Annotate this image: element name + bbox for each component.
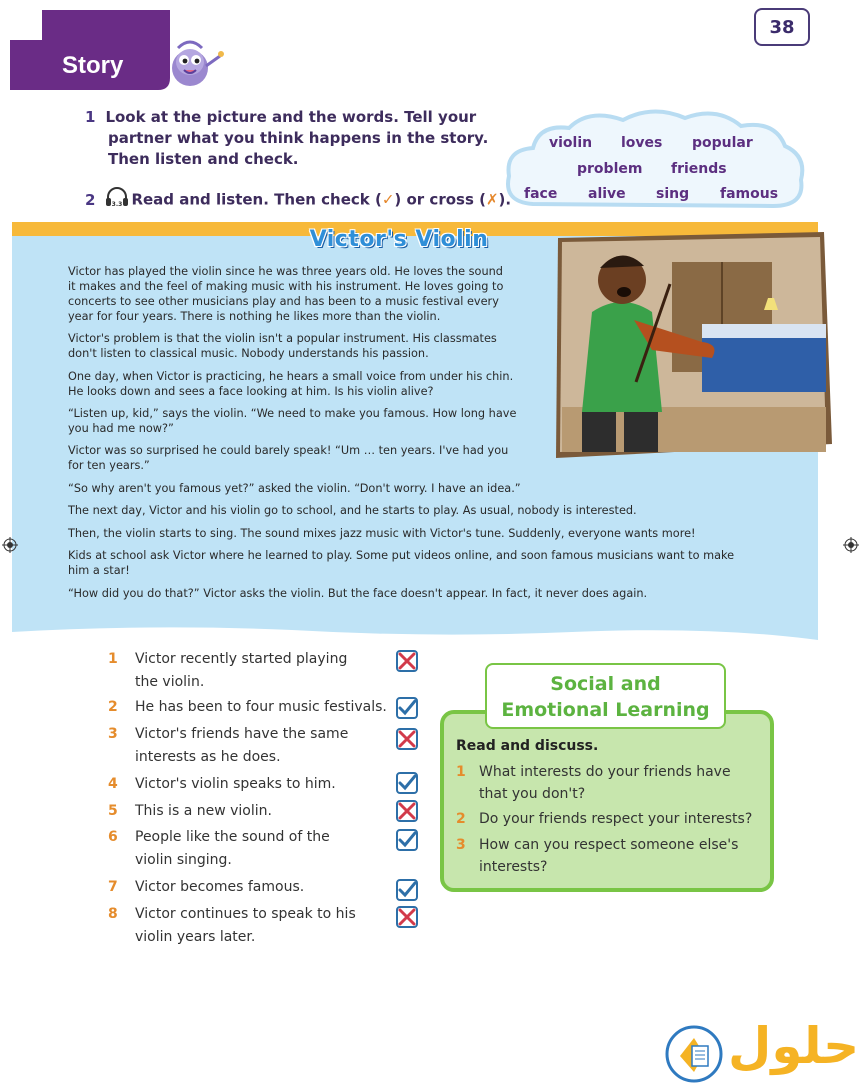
registration-mark-icon xyxy=(2,537,18,553)
answer-tick-box[interactable] xyxy=(396,829,418,851)
answer-cross-box[interactable] xyxy=(396,800,418,822)
instruction-1-line3: Then listen and check. xyxy=(108,150,299,168)
cross-icon xyxy=(398,802,416,820)
sel-subheading: Read and discuss. xyxy=(456,738,599,754)
registration-mark-icon xyxy=(843,537,859,553)
instruction-1-line2: partner what you think happens in the story. xyxy=(108,129,489,147)
instruction-2-text: ). xyxy=(498,190,512,209)
statement-text: Victor becomes famous. xyxy=(135,879,305,895)
cloud-word: alive xyxy=(588,186,626,202)
story-paragraph-4 xyxy=(68,406,544,436)
story-line: One day, when Victor is practicing, he hears a small voice from under his chin. xyxy=(68,370,514,383)
answer-cross-box[interactable] xyxy=(396,728,418,750)
statement-text: violin singing. xyxy=(135,852,232,868)
sel-heading-line1: Social and xyxy=(550,673,661,695)
cloud-word: sing xyxy=(656,186,690,202)
statement-text: Victor recently started playing xyxy=(135,651,348,667)
story-line: Kids at school ask Victor where he learned to play. Some put videos online, and soon famous musicians want to make xyxy=(68,549,735,562)
answer-cross-box[interactable] xyxy=(396,906,418,928)
sel-question-text: that you don't? xyxy=(479,786,586,802)
cloud-word: problem xyxy=(577,161,643,177)
story-line: you had me now?” xyxy=(68,422,174,435)
story-line: The next day, Victor and his violin go to school, and he starts to play. As usual, nobody is interested. xyxy=(68,504,637,517)
story-paragraph-2 xyxy=(68,331,544,361)
story-line: Then, the violin starts to sing. The sound mixes jazz music with Victor's tune. Suddenly, everyone wants more! xyxy=(68,527,696,540)
statement-number: 2 xyxy=(108,699,118,715)
statement-text: Victor continues to speak to his xyxy=(135,906,356,922)
cross-icon: ✗ xyxy=(485,190,499,209)
sel-question-text: Do your friends respect your interests? xyxy=(479,811,753,827)
instruction-2-text: Read and listen. Then check ( xyxy=(131,190,382,209)
story-line: “So why aren't you famous yet?” asked the violin. “Don't worry. I have an idea.” xyxy=(68,482,521,495)
story-title: Victor's Violin xyxy=(309,227,489,252)
sel-question-text: interests? xyxy=(479,859,548,875)
story-line: for ten years.” xyxy=(68,459,150,472)
statement-number: 8 xyxy=(108,906,118,922)
story-line: Victor was so surprised he could barely speak! “Um … ten years. I've had you xyxy=(68,444,509,457)
cloud-word: violin xyxy=(549,135,593,151)
sel-question-number: 3 xyxy=(456,837,466,853)
statement-text: interests as he does. xyxy=(135,749,281,765)
instruction-number: 1 xyxy=(85,108,96,126)
story-paragraph-8 xyxy=(68,526,788,541)
story-line: year for four years. There is nothing he likes more than the violin. xyxy=(68,310,441,323)
story-paragraph-1 xyxy=(68,264,544,324)
story-paragraph-7 xyxy=(68,503,788,518)
cross-icon xyxy=(398,908,416,926)
headphones-audio-icon[interactable] xyxy=(105,186,129,214)
instruction-1-line1: Look at the picture and the words. Tell your xyxy=(105,108,477,126)
statement-number: 5 xyxy=(108,803,118,819)
sel-question-number: 2 xyxy=(456,811,466,827)
tick-icon xyxy=(398,881,416,899)
cloud-word: popular xyxy=(692,135,753,151)
cloud-word: famous xyxy=(720,186,779,202)
story-paragraph-9 xyxy=(68,548,788,578)
audio-track-label: 3.3 xyxy=(112,201,123,208)
statement-number: 7 xyxy=(108,879,118,895)
story-paragraph-5 xyxy=(68,443,544,473)
statement-text: People like the sound of the xyxy=(135,829,330,845)
story-line: don't listen to classical music. Nobody understands his passion. xyxy=(68,347,429,360)
watermark-logo-icon xyxy=(664,1024,724,1084)
sel-heading xyxy=(485,663,726,729)
cloud-word: loves xyxy=(621,135,663,151)
sel-question-number: 1 xyxy=(456,764,466,780)
tick-icon: ✓ xyxy=(381,190,395,209)
story-line: it makes and the feel of making music with his instrument. He loves going to xyxy=(68,280,504,293)
instruction-1 xyxy=(85,107,505,170)
tick-icon xyxy=(398,699,416,717)
story-line: him a star! xyxy=(68,564,130,577)
mascot-character-icon xyxy=(162,36,224,92)
statement-text: This is a new violin. xyxy=(135,803,272,819)
instruction-2 xyxy=(85,186,511,214)
sel-question-text: What interests do your friends have xyxy=(479,764,731,780)
answer-tick-box[interactable] xyxy=(396,772,418,794)
tick-icon xyxy=(398,831,416,849)
cloud-word: face xyxy=(524,186,558,202)
statement-text: the violin. xyxy=(135,674,205,690)
cross-icon xyxy=(398,730,416,748)
statement-text: He has been to four music festivals. xyxy=(135,699,387,715)
statement-number: 6 xyxy=(108,829,118,845)
section-label: Story xyxy=(62,52,124,79)
story-paragraph-10 xyxy=(68,586,788,601)
answer-tick-box[interactable] xyxy=(396,697,418,719)
story-line: “How did you do that?” Victor asks the violin. But the face doesn't appear. In fact, it never does again. xyxy=(68,587,648,600)
story-paragraph-3 xyxy=(68,369,544,399)
watermark-text: حلول xyxy=(728,1017,860,1075)
answer-cross-box[interactable] xyxy=(396,650,418,672)
statement-number: 4 xyxy=(108,776,118,792)
cloud-word: friends xyxy=(671,161,727,177)
page-number: 38 xyxy=(754,8,810,46)
cross-icon xyxy=(398,652,416,670)
statement-text: Victor's friends have the same xyxy=(135,726,349,742)
tick-icon xyxy=(398,774,416,792)
story-line: Victor has played the violin since he was three years old. He loves the sound xyxy=(68,265,503,278)
answer-tick-box[interactable] xyxy=(396,879,418,901)
instruction-number: 2 xyxy=(85,190,96,209)
statement-text: Victor's violin speaks to him. xyxy=(135,776,336,792)
story-line: concerts to see other musicians play and has been to a music festival every xyxy=(68,295,499,308)
sel-question-text: How can you respect someone else's xyxy=(479,837,739,853)
story-line: He looks down and sees a face looking at him. Is his violin alive? xyxy=(68,385,434,398)
statement-text: violin years later. xyxy=(135,929,256,945)
story-line: “Listen up, kid,” says the violin. “We need to make you famous. How long have xyxy=(68,407,517,420)
story-line: Victor's problem is that the violin isn't a popular instrument. His classmates xyxy=(68,332,497,345)
story-paragraph-6 xyxy=(68,481,768,496)
instruction-2-text: ) or cross ( xyxy=(394,190,486,209)
sel-heading-line2: Emotional Learning xyxy=(501,699,710,721)
story-illustration xyxy=(552,232,832,458)
statement-number: 3 xyxy=(108,726,118,742)
statement-number: 1 xyxy=(108,651,118,667)
